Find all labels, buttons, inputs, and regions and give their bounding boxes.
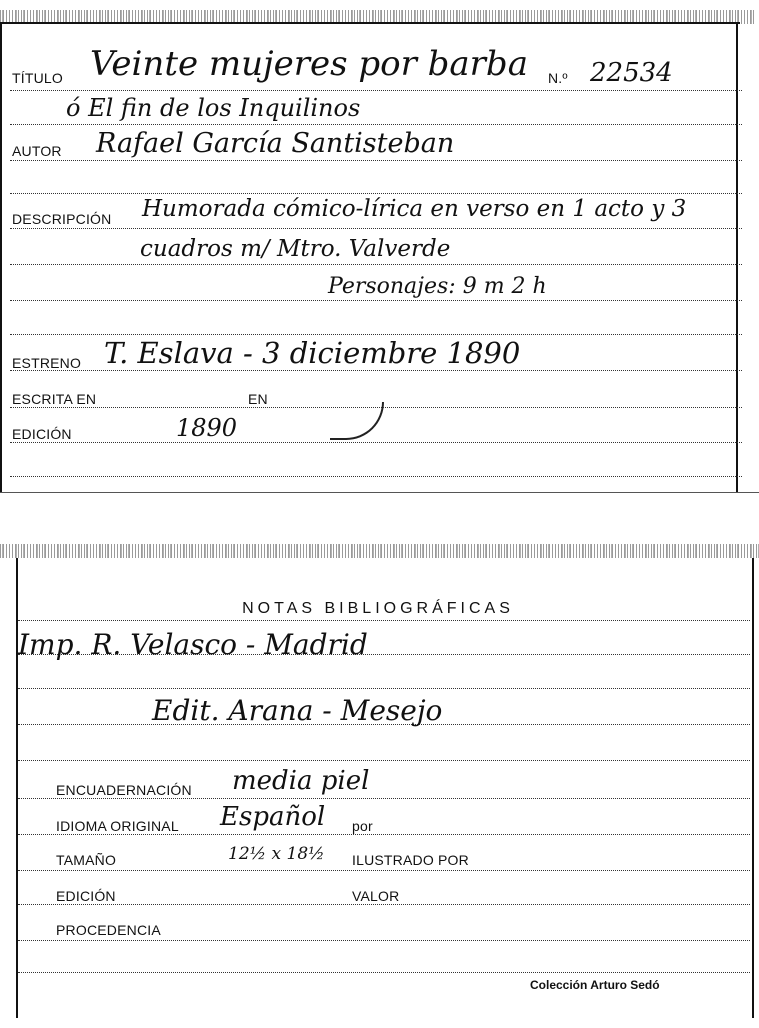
ruled-line bbox=[10, 334, 742, 335]
ruled-line bbox=[10, 264, 742, 265]
card-right-border bbox=[752, 558, 754, 1018]
ruled-line bbox=[18, 870, 750, 871]
edicion-label: EDICIÓN bbox=[12, 426, 72, 442]
ilustrado-por-label: ILUSTRADO POR bbox=[352, 852, 469, 868]
ruled-line bbox=[10, 90, 742, 91]
descripcion-line2: cuadros m/ Mtro. Valverde bbox=[140, 236, 451, 262]
ruled-line bbox=[10, 476, 742, 477]
ruled-line bbox=[18, 760, 750, 761]
ruled-line bbox=[10, 193, 742, 194]
ruled-line bbox=[18, 940, 750, 941]
procedencia-label: PROCEDENCIA bbox=[56, 922, 161, 938]
catalog-card-bottom bbox=[0, 540, 756, 1028]
notas-line2: Edit. Arana - Mesejo bbox=[152, 694, 443, 727]
autor-value: Rafael García Santisteban bbox=[96, 128, 455, 159]
collection-footer: Colección Arturo Sedó bbox=[530, 978, 660, 992]
descripcion-line3: Personajes: 9 m 2 h bbox=[328, 274, 547, 299]
card-separator bbox=[0, 492, 759, 493]
encuadernacion-value: media piel bbox=[232, 766, 370, 796]
ruled-line bbox=[18, 688, 750, 689]
ruled-line bbox=[18, 834, 750, 835]
notas-line1: Imp. R. Velasco - Madrid bbox=[18, 628, 368, 661]
titulo-label: TÍTULO bbox=[12, 70, 63, 86]
descripcion-line1: Humorada cómico-lírica en verso en 1 acto y 3 bbox=[142, 196, 687, 222]
descripcion-label: DESCRIPCIÓN bbox=[12, 211, 112, 227]
card-left-border bbox=[0, 22, 2, 492]
encuadernacion-label: ENCUADERNACIÓN bbox=[56, 782, 192, 798]
ruled-line bbox=[18, 620, 750, 621]
en-label: EN bbox=[248, 391, 268, 407]
numero-label: N.º bbox=[548, 70, 568, 86]
punch-hole-mark bbox=[330, 402, 384, 440]
notas-bibliograficas-title: NOTAS BIBLIOGRÁFICAS bbox=[242, 600, 514, 617]
idioma-original-label: IDIOMA ORIGINAL bbox=[56, 818, 179, 834]
titulo-subtitle: ó El fin de los Inquilinos bbox=[66, 94, 361, 122]
ruled-line bbox=[10, 370, 742, 371]
tamano-value: 12½ x 18½ bbox=[228, 844, 325, 864]
card-right-border bbox=[736, 22, 738, 492]
ruled-line bbox=[10, 300, 742, 301]
ruled-line bbox=[18, 798, 750, 799]
edicion-label-bottom: EDICIÓN bbox=[56, 888, 116, 904]
card-left-border bbox=[16, 558, 18, 1018]
ruled-line bbox=[18, 904, 750, 905]
catalog-card-top bbox=[0, 0, 756, 492]
ruled-line bbox=[18, 972, 750, 973]
tamano-label: TAMAÑO bbox=[56, 852, 117, 868]
escrita-en-label: ESCRITA EN bbox=[12, 391, 97, 407]
estreno-value: T. Eslava - 3 diciembre 1890 bbox=[104, 336, 521, 370]
ruled-line bbox=[10, 160, 742, 161]
valor-label: VALOR bbox=[352, 888, 400, 904]
por-label: por bbox=[352, 818, 373, 834]
autor-label: AUTOR bbox=[12, 143, 62, 159]
idioma-original-value: Español bbox=[220, 802, 326, 832]
ruled-line bbox=[10, 228, 742, 229]
card-top-border bbox=[0, 22, 740, 24]
numero-value: 22534 bbox=[590, 58, 673, 88]
titulo-value: Veinte mujeres por barba bbox=[90, 44, 528, 84]
ruled-line bbox=[10, 442, 742, 443]
estreno-label: ESTRENO bbox=[12, 355, 82, 371]
ruled-line bbox=[10, 124, 742, 125]
edicion-value: 1890 bbox=[176, 414, 238, 442]
